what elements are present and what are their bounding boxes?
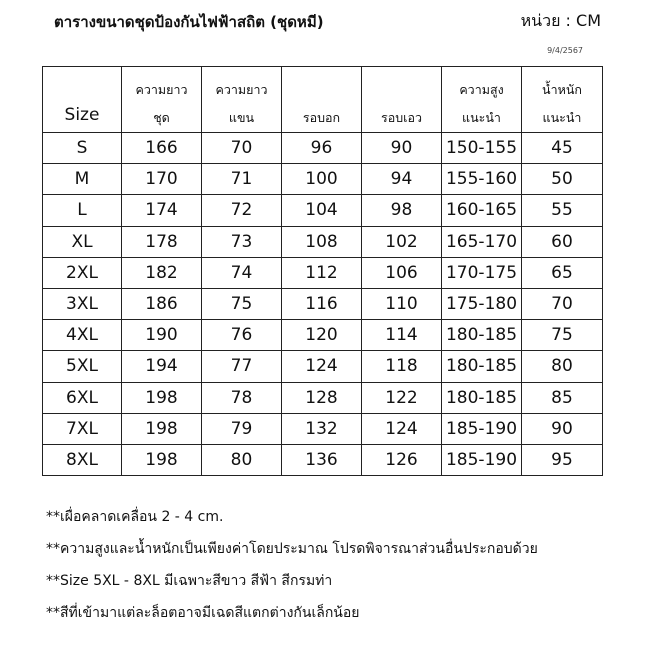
table-cell: 6XL [43,382,122,413]
table-row [43,413,603,444]
table-cell: 70 [202,133,282,164]
table-cell: XL [43,226,122,257]
table-cell: 170 [122,164,202,195]
table-cell: 110 [362,288,442,319]
column-header-bottom: Size [64,105,100,125]
table-cell: 102 [362,226,442,257]
table-cell: 166 [122,133,202,164]
table-cell: 3XL [43,288,122,319]
table-row [43,351,603,382]
table-cell: 180-185 [442,351,522,382]
table-cell: L [43,195,122,226]
table-cell: 73 [202,226,282,257]
table-cell: 80 [202,444,282,475]
table-cell: 178 [122,226,202,257]
table-row [43,444,603,475]
size-chart-table [42,66,603,476]
table-cell: 136 [282,444,362,475]
table-cell: 106 [362,257,442,288]
table-cell: 155-160 [442,164,522,195]
table-cell: 198 [122,444,202,475]
table-cell: 72 [202,195,282,226]
table-cell: 122 [362,382,442,413]
table-cell: 126 [362,444,442,475]
column-header-bottom: ชุด [153,110,170,125]
table-cell: 124 [282,351,362,382]
table-cell: 100 [282,164,362,195]
column-header [362,67,442,133]
table-cell: 94 [362,164,442,195]
table-cell: S [43,133,122,164]
column-header [43,67,122,133]
table-body [43,133,603,476]
table-cell: 120 [282,320,362,351]
column-header-top: น้ำหนัก [542,82,582,97]
table-cell: 75 [522,320,603,351]
table-cell: 185-190 [442,444,522,475]
column-header-bottom: แนะนำ [542,110,582,125]
table-cell: 116 [282,288,362,319]
table-cell: 90 [522,413,603,444]
column-header-bottom: แขน [228,110,255,125]
table-cell: 198 [122,413,202,444]
table-cell: 78 [202,382,282,413]
column-header-top: ความยาว [215,82,268,97]
column-header [442,67,522,133]
column-header [202,67,282,133]
table-cell: 118 [362,351,442,382]
note-color-variation: **สีที่เข้ามาแต่ละล็อตอาจมีเฉดสีแตกต่างกันเล็กน้อย [46,605,360,621]
column-header-bottom: แนะนำ [462,110,501,125]
date-label: 9/4/2567 [547,46,583,55]
table-cell: 7XL [43,413,122,444]
table-cell: 98 [362,195,442,226]
column-header [122,67,202,133]
table-cell: 75 [202,288,282,319]
table-cell: 71 [202,164,282,195]
table-cell: M [43,164,122,195]
note-estimate: **ความสูงและน้ำหนักเป็นเพียงค่าโดยประมาณ โปรดพิจารณาส่วนอื่นประกอบด้วย [46,541,538,557]
table-cell: 45 [522,133,603,164]
column-header-bottom: รอบอก [302,110,341,125]
table-row [43,195,603,226]
table-cell: 175-180 [442,288,522,319]
table-header-row [43,67,603,133]
table-cell: 198 [122,382,202,413]
column-header-top: ความสูง [459,82,504,97]
table-cell: 114 [362,320,442,351]
table-cell: 76 [202,320,282,351]
table-row [43,133,603,164]
table-cell: 65 [522,257,603,288]
note-color-availability: **Size 5XL - 8XL มีเฉพาะสีขาว สีฟ้า สีกรมท่า [46,573,333,589]
table-cell: 190 [122,320,202,351]
table-cell: 185-190 [442,413,522,444]
unit-label: หน่วย : CM [520,11,601,30]
table-row [43,257,603,288]
table-cell: 124 [362,413,442,444]
table-cell: 170-175 [442,257,522,288]
notes-list [46,505,538,633]
table-cell: 194 [122,351,202,382]
column-header-bottom: รอบเอว [381,110,422,125]
column-header [522,67,603,133]
table-row [43,382,603,413]
table-row [43,226,603,257]
table-cell: 150-155 [442,133,522,164]
table-cell: 112 [282,257,362,288]
document-title: ตารางขนาดชุดป้องกันไฟฟ้าสถิต (ชุดหมี) [54,13,324,31]
table-cell: 2XL [43,257,122,288]
table-cell: 79 [202,413,282,444]
table-cell: 77 [202,351,282,382]
table-cell: 165-170 [442,226,522,257]
note-tolerance: **เผื่อคลาดเคลื่อน 2 - 4 cm. [46,509,224,525]
table-cell: 95 [522,444,603,475]
table-cell: 70 [522,288,603,319]
table-cell: 182 [122,257,202,288]
table-cell: 180-185 [442,382,522,413]
table-cell: 74 [202,257,282,288]
table-cell: 85 [522,382,603,413]
table-cell: 128 [282,382,362,413]
column-header-top: ความยาว [135,82,188,97]
table-cell: 96 [282,133,362,164]
table-cell: 50 [522,164,603,195]
table-cell: 186 [122,288,202,319]
table-row [43,320,603,351]
column-header [282,67,362,133]
table-cell: 55 [522,195,603,226]
table-cell: 80 [522,351,603,382]
table-cell: 108 [282,226,362,257]
table-cell: 132 [282,413,362,444]
table-row [43,164,603,195]
table-cell: 174 [122,195,202,226]
table-cell: 90 [362,133,442,164]
table-cell: 180-185 [442,320,522,351]
table-cell: 104 [282,195,362,226]
table-cell: 4XL [43,320,122,351]
table-cell: 5XL [43,351,122,382]
table-cell: 160-165 [442,195,522,226]
table-row [43,288,603,319]
table-cell: 60 [522,226,603,257]
table-cell: 8XL [43,444,122,475]
